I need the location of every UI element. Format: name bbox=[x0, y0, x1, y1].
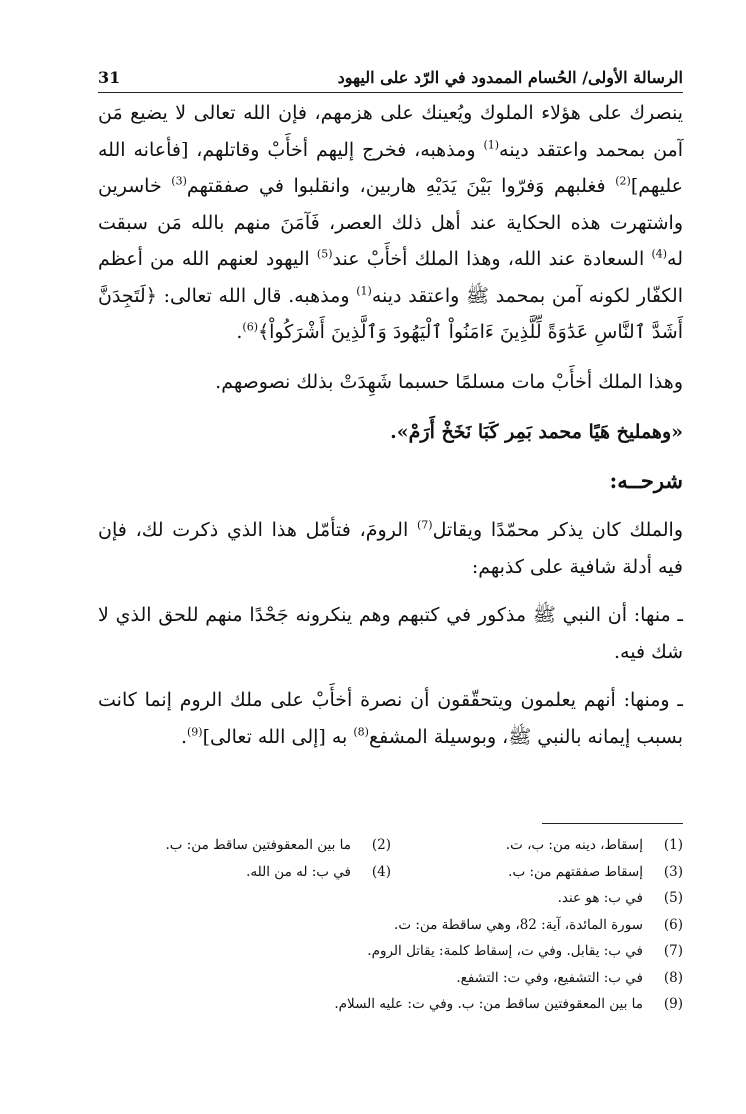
running-header bbox=[98, 58, 683, 93]
text-run: فغلبهم وَفرّوا بَيْنَ يَدَيْهِ هاربين، وانقلبوا في صفقتهم bbox=[186, 175, 616, 197]
footnote-ref: (4) bbox=[651, 247, 668, 261]
footnote bbox=[391, 832, 683, 859]
hebrew-transliteration-quote bbox=[98, 414, 683, 451]
text-run: ومذهبه، فخرج إليهم أخأَبْ وقاتلهم، [فأعانه الله عليهم] bbox=[98, 138, 684, 197]
footnote-ref: (5) bbox=[316, 247, 333, 261]
footnote-number: (4) bbox=[371, 863, 391, 880]
footnote-number: (6) bbox=[663, 916, 683, 933]
text-run: ـ منها: أن النبي ﷺ مذكور في كتبهم وهم ينكرونه جَحْدًا منهم للحق الذي لا شك فيه. bbox=[98, 604, 683, 663]
footnote-ref: (6) bbox=[242, 320, 258, 334]
footnote bbox=[98, 938, 683, 965]
footnote-ref: (2) bbox=[615, 174, 631, 188]
footnote-number: (3) bbox=[663, 863, 683, 880]
footnote-number: (7) bbox=[663, 943, 683, 959]
footnote-text: في ب: له من الله. bbox=[246, 863, 351, 880]
bullet-paragraph bbox=[98, 682, 683, 755]
footnote bbox=[391, 859, 683, 886]
text-run: شرحــه: bbox=[609, 467, 683, 493]
footnote-text: ما بين المعقوفتين ساقط من: ب. وفي ت: عليه السلام. bbox=[334, 996, 643, 1012]
text-run: السعادة عند الله، وهذا الملك أخأَبْ عند bbox=[332, 248, 652, 270]
text-run: والملك كان يذكر محمّدًا ويقاتل bbox=[432, 519, 683, 541]
paragraph bbox=[98, 364, 683, 401]
footnote-ref: (7) bbox=[417, 518, 433, 532]
text-run: الرومَ، فتأمّل هذا الذي ذكرت لك، فإن فيه أدلة شافية على كذبهم: bbox=[98, 519, 683, 578]
text-run: خاسرين واشتهرت هذه الحكاية عند أهل ذلك العصر، فَآمَنَ منهم بالله مَن سبقت له bbox=[98, 175, 684, 270]
footnotes bbox=[98, 832, 683, 1018]
footnote-ref: (1) bbox=[483, 138, 500, 152]
footnote-ref: (3) bbox=[171, 174, 187, 188]
footnote-text: إسقاط، دينه من: ب، ت. bbox=[505, 837, 643, 853]
text-run: . bbox=[180, 725, 187, 748]
footnote bbox=[98, 885, 683, 912]
bullet-paragraph bbox=[98, 597, 683, 670]
footnote-text: في ب: التشفيع، وفي ت: التشفع. bbox=[456, 969, 643, 986]
section-heading bbox=[98, 463, 683, 500]
text-run: «وهمليخ هَيًا محمد بَمِر كَبَا نَخَخْ أَرَمْ». bbox=[390, 421, 683, 443]
footnote-number: (8) bbox=[663, 969, 683, 986]
text-run: وهذا الملك أخأَبْ مات مسلمًا حسبما شَهِدَتْ بذلك نصوصهم. bbox=[215, 370, 683, 393]
text-run: . bbox=[236, 321, 243, 343]
footnote-number: (2) bbox=[371, 837, 391, 853]
running-title: الرسالة الأولى/ الحُسام الممدود في الرّد على اليهود bbox=[337, 68, 683, 87]
text-run: اليهود لعنهم الله من أعظم الكفّار لكونه آمن بمحمد ﷺ واعتقد دينه bbox=[98, 248, 683, 307]
footnote bbox=[98, 912, 683, 939]
footnote-text: ما بين المعقوفتين ساقط من: ب. bbox=[165, 837, 351, 853]
footnote-number: (9) bbox=[663, 996, 683, 1012]
footnote-ref: (8) bbox=[353, 725, 369, 739]
footnote bbox=[99, 859, 391, 886]
paragraph bbox=[98, 95, 683, 351]
footnote bbox=[98, 991, 683, 1018]
footnote bbox=[99, 832, 391, 859]
page-number: 31 bbox=[98, 68, 121, 87]
text-run: ـ ومنها: أنهم يعلمون ويتحقّقون أن نصرة أخأَبْ على ملك الروم إنما كانت بسبب إيمانه بالنبي ﷺ، وبوسيلة المشفع bbox=[98, 689, 683, 748]
footnote bbox=[98, 965, 683, 992]
main-text bbox=[98, 95, 683, 755]
text-run: ومذهبه. قال الله تعالى: ﴿لَتَجِدَنَّ أَشَدَّ ٱلنَّاسِ عَدَٰوَةً لِّلَّذِينَ ءَامَنُواْ ٱلْيَهُودَ وَٱلَّذِينَ أَشْرَكُواْ﴾ bbox=[98, 284, 683, 343]
footnote-ref: (1) bbox=[356, 284, 372, 298]
footnote-number: (1) bbox=[663, 837, 683, 853]
footnote-text: في ب: يقابل. وفي ت، إسقاط كلمة: يقاتل الروم. bbox=[367, 943, 643, 959]
paragraph bbox=[98, 512, 683, 585]
footnote-row bbox=[98, 859, 683, 886]
footnote-number: (5) bbox=[663, 890, 683, 906]
text-run: ينصرك على هؤلاء الملوك ويُعينك على هزمهم، فإن الله تعالى لا يضيع مَن آمن بمحمد واعتقد دينه bbox=[98, 102, 684, 161]
text-run: به [إلى الله تعالى] bbox=[202, 725, 354, 748]
footnote-row bbox=[98, 832, 683, 859]
footnote-text: سورة المائدة، آية: 82، وهي ساقطة من: ت. bbox=[394, 916, 643, 933]
footnote-text: إسقاط صفقتهم من: ب. bbox=[508, 863, 643, 880]
footnote-text: في ب: هو عند. bbox=[557, 890, 643, 906]
footnote-ref: (9) bbox=[187, 725, 203, 739]
footnote-divider bbox=[542, 823, 683, 824]
